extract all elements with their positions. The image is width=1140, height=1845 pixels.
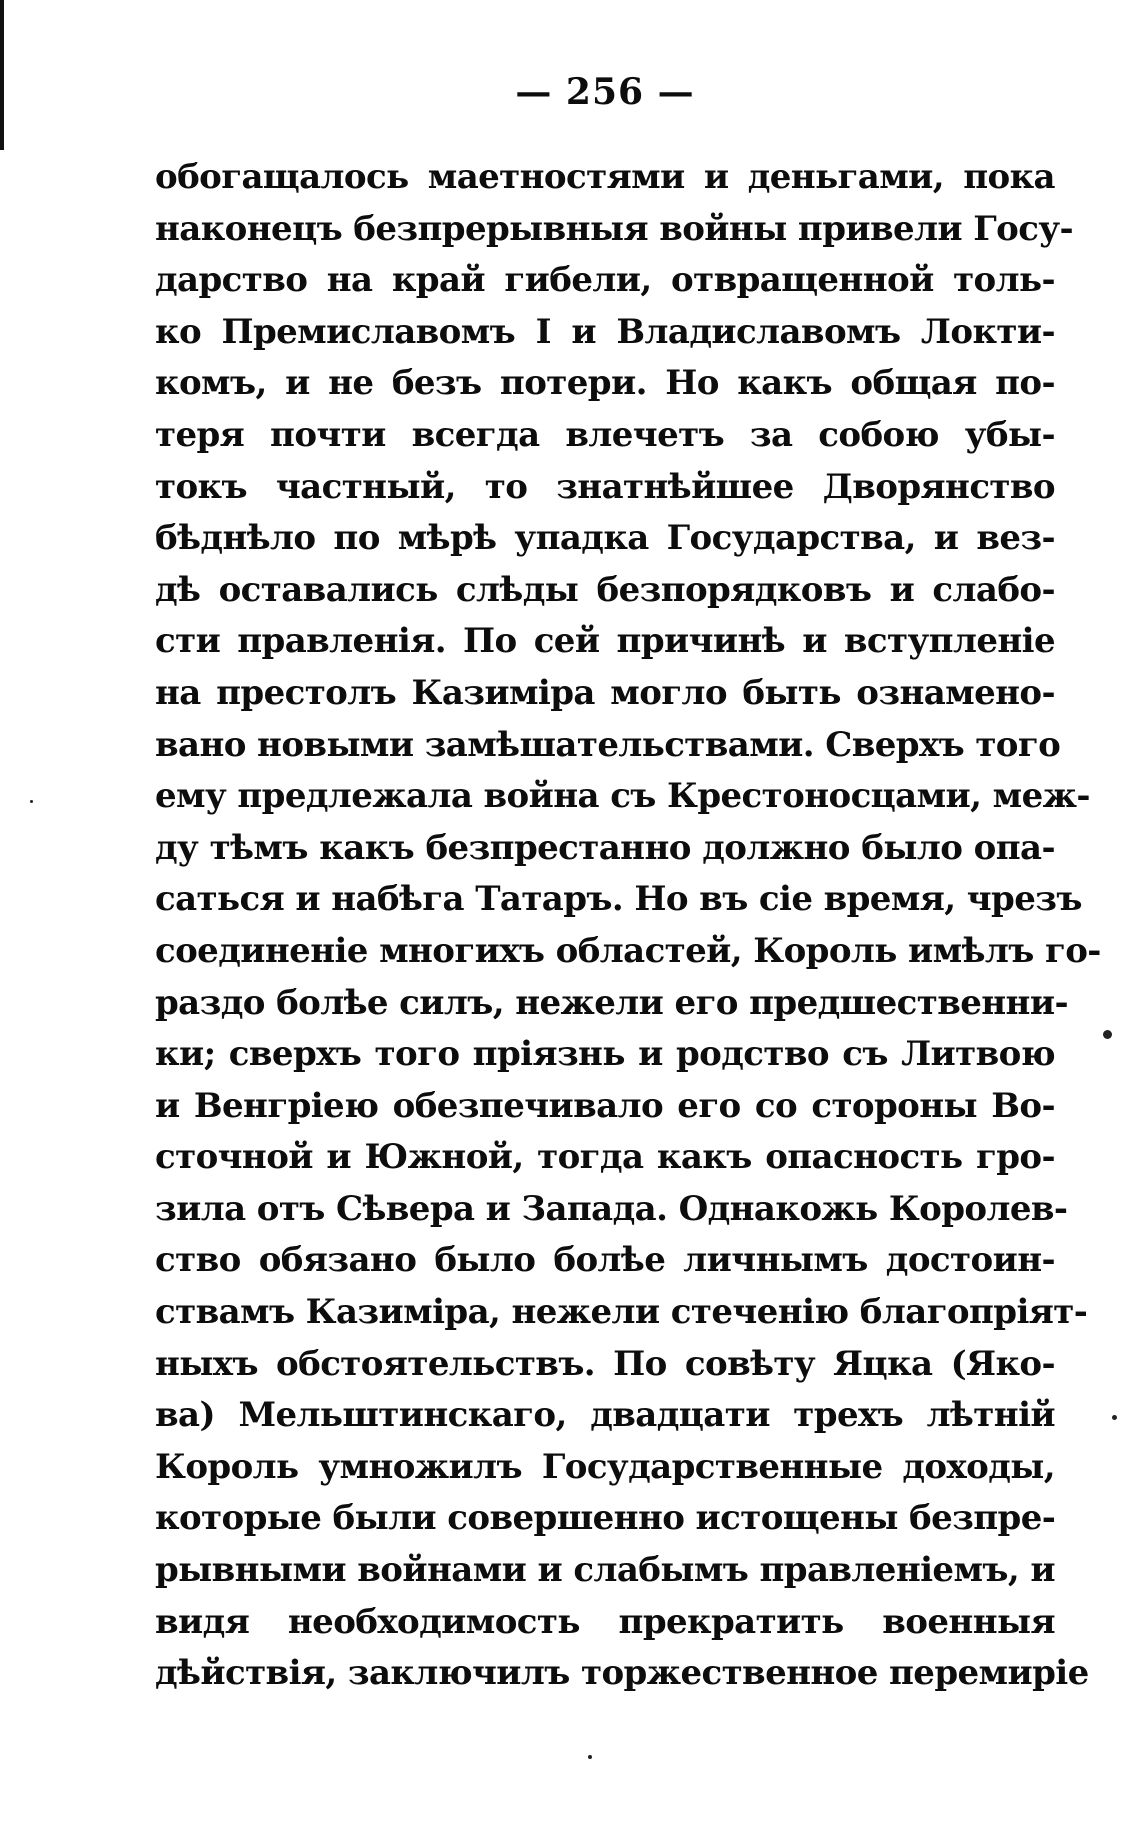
ink-speck	[1112, 1415, 1117, 1420]
ink-speck	[588, 1755, 592, 1759]
text-line-29: видя необходимость прекратить военныя	[155, 1601, 1055, 1642]
page-number-header: — 256 —	[515, 71, 695, 113]
text-line-11: на престолъ Казиміра могло быть ознамено-	[155, 672, 1055, 713]
text-line-30: дѣйствія, заключилъ торжественное перемиріе	[155, 1653, 1089, 1694]
text-line-12: вано новыми замѣшательствами. Сверхъ того	[155, 724, 1061, 765]
text-line-20: сточной и Южной, тогда какъ опасность гро-	[155, 1137, 1055, 1178]
text-line-22: ство обязано было болѣе личнымъ достоин-	[155, 1240, 1055, 1281]
text-line-23: ствамъ Казиміра, нежели стеченію благопріят-	[155, 1292, 1088, 1333]
text-line-15: саться и набѣга Татаръ. Но въ сіе время, чрезъ	[155, 879, 1082, 920]
text-line-2: наконецъ безпрерывныя войны привели Госу-	[155, 208, 1074, 249]
text-line-17: раздо болѣе силъ, нежели его предшественни-	[155, 982, 1068, 1023]
text-line-14: ду тѣмъ какъ безпрестанно должно было опа-	[155, 827, 1055, 868]
text-line-28: рывными войнами и слабымъ правленіемъ, и	[155, 1550, 1055, 1591]
text-line-8: бѣднѣло по мѣрѣ упадка Государства, и вез-	[155, 518, 1055, 559]
text-line-3: дарство на край гибели, отвращенной толь-	[155, 260, 1055, 301]
text-line-7: токъ частный, то знатнѣйшее Дворянство	[155, 466, 1055, 507]
body-text	[155, 152, 1101, 1700]
text-line-10: сти правленія. По сей причинѣ и вступленіе	[155, 621, 1055, 662]
text-line-1: обогащалось маетностями и деньгами, пока	[155, 157, 1055, 197]
text-line-5: комъ, и не безъ потери. Но какъ общая по-	[155, 363, 1055, 404]
left-margin-rule	[0, 0, 4, 150]
text-line-26: Король умножилъ Государственные доходы,	[155, 1446, 1055, 1487]
text-line-21: зила отъ Сѣвера и Запада. Однакожь Королев-	[155, 1188, 1068, 1229]
text-line-6: теря почти всегда влечетъ за собою убы-	[155, 414, 1055, 455]
text-line-13: ему предлежала война съ Крестоносцами, меж-	[155, 776, 1090, 817]
ink-speck	[1103, 1030, 1112, 1039]
ink-speck	[30, 800, 33, 803]
text-line-25: ва) Мельштинскаго, двадцати трехъ лѣтній	[155, 1395, 1055, 1436]
text-line-16: соединеніе многихъ областей, Король имѣлъ го-	[155, 930, 1101, 971]
text-line-19: и Венгріею обезпечивало его со стороны Во-	[155, 1085, 1055, 1126]
text-line-9: дѣ оставались слѣды безпорядковъ и слабо-	[155, 569, 1055, 610]
text-line-18: ки; сверхъ того пріязнь и родство съ Литвою	[155, 1034, 1055, 1075]
text-line-4: ко Премиславомъ I и Владиславомъ Локти-	[155, 311, 1055, 352]
text-line-27: которые были совершенно истощены безпре-	[155, 1498, 1056, 1539]
book-page	[155, 70, 1101, 1700]
text-line-24: ныхъ обстоятельствъ. По совѣту Яцка (Яко-	[155, 1343, 1055, 1384]
